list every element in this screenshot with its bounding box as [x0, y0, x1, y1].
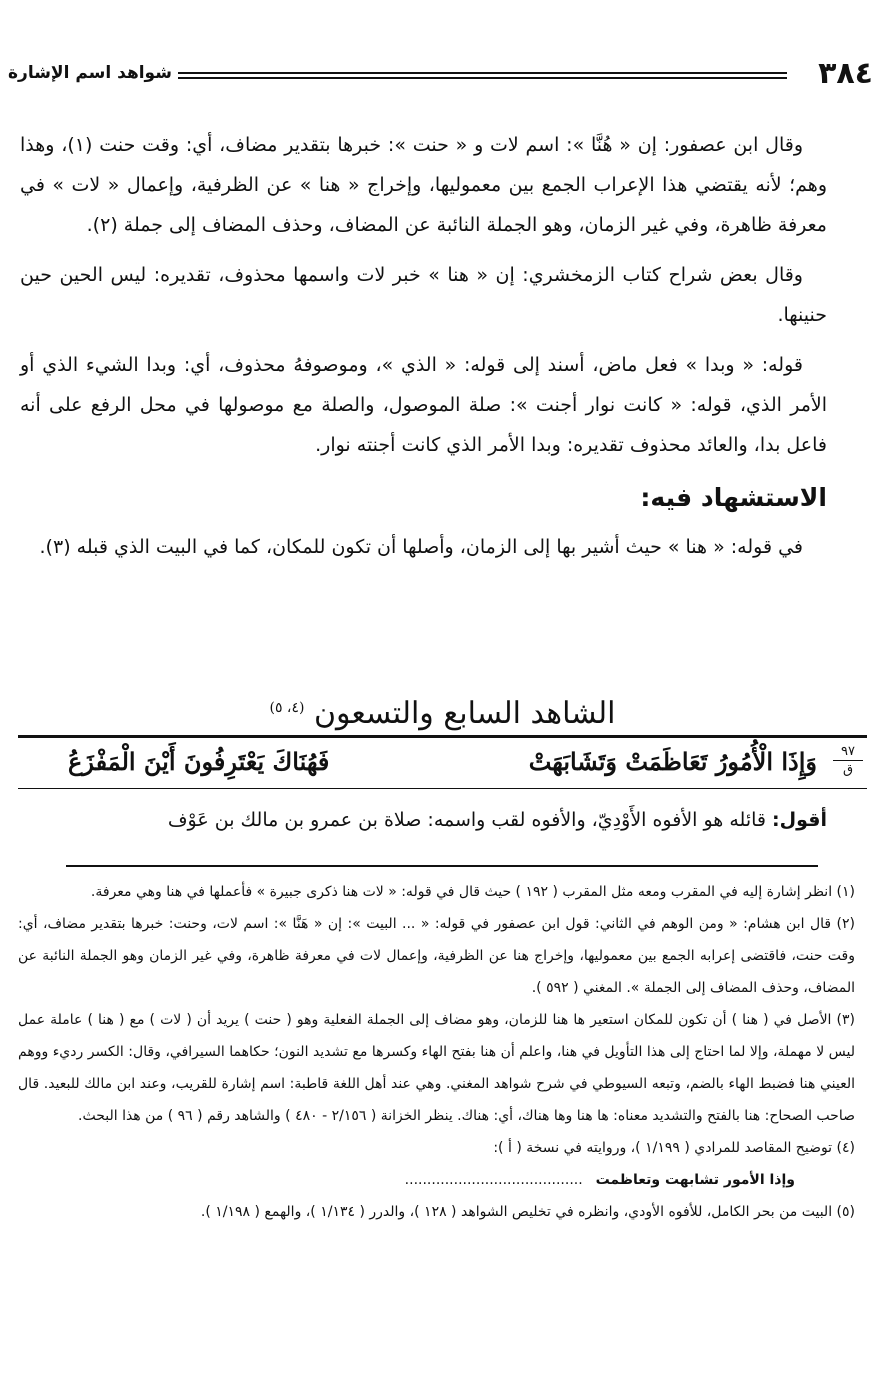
verse-number — [833, 744, 863, 777]
witness-title-refs: (٤، ٥) — [269, 700, 305, 716]
footnote-separator — [66, 865, 818, 867]
running-title: شواهد اسم الإشارة — [8, 63, 172, 83]
verse-number-letter: ق — [842, 762, 854, 777]
header-rule-double — [178, 77, 787, 79]
footnote-3: (٣) الأصل في ( هنا ) أن تكون للمكان استعير ها هنا للزمان، وهو مضاف إلى الجملة الفعلية وهو ( حنت ) يريد أن ( لات ) مع ( هنا ) عاملة عمل ليس لا مهملة، وإلا لما احتاج إلى هذا التأويل في هنا، واعلم أن هنا بفتح الهاء وكسرها مع تشديد النون؛ حكاهما السيرافي، وقال: الكسر رديء ووهم العيني هنا فضبط الهاء بالضم، وتبعه السيوطي في شرح شواهد المغني. وهي عند أهل اللغة قاطبة: اسم إشارة للقريب، وعند ابن مالك للبعيد. قال صاحب الصحاح: هنا بالفتح والتشديد معناه: ها هنا وها هناك، أي: هناك. ينظر الخزانة ( ٢/١٥٦ - ٤٨٠ ) والشاهد رقم ( ٩٦ ) من هذا البحث. — [18, 1012, 855, 1124]
footnote-verse-dots: ........................................ — [404, 1172, 583, 1188]
paragraph-zamakhshari: وقال بعض شراح كتاب الزمخشري: إن « هنا » خبر لات واسمها محذوف، تقديره: ليس الحين حين حنينها. — [20, 264, 827, 326]
aqulu-text: قائله هو الأفوه الأَوْدِيّ، والأفوه لقب واسمه: صلاة بن عمرو بن مالك بن عَوْف — [167, 809, 766, 831]
footnote-1: (١) انظر إشارة إليه في المقرب ومعه مثل المقرب ( ١٩٢ ) حيث قال في قوله: « لات هنا ذكرى جبيرة » فأعملها في هنا وهي معرفة. — [90, 884, 855, 900]
footnote-5: (٥) البيت من بحر الكامل، للأفوه الأودي، وانظره في تخليص الشواهد ( ١٢٨ )، والدرر ( ١/١٣٤ )، والهمع ( ١/١٩٨ ). — [200, 1204, 855, 1220]
page-number: ٣٨٤ — [818, 56, 873, 91]
page-header — [8, 52, 873, 96]
verse-number-value: ٩٧ — [841, 744, 855, 759]
paragraph-istishhad: في قوله: « هنا » حيث أشير بها إلى الزمان، وأصلها أن تكون للمكان، كما في البيت الذي قبله (٣). — [39, 536, 803, 558]
aqulu-label: أقول: — [772, 809, 827, 831]
verse-number-bar — [833, 760, 863, 761]
verse-hemistich-first: وَإِذَا الْأُمُورُ تَعَاظَمَتْ وَتَشَابَهَتْ — [528, 747, 817, 776]
footnotes — [18, 876, 855, 1228]
main-text — [20, 125, 827, 577]
paragraph-wa-bada: قوله: « وبدا » فعل ماض، أسند إلى قوله: « الذي »، وموصوفهُ محذوف، أي: وبدا الشيء الذي أو الأمر الذي، قوله: « كانت نوار أجنت »: صلة الموصول، والصلة مع موصولها في محل الرفع على أنه فاعل بدا، والعائد محذوف تقديره: وبدا الأمر الذي كانت أجنته نوار. — [20, 354, 827, 456]
aqulu-paragraph — [20, 800, 827, 840]
paragraph-ibn-usfur: وقال ابن عصفور: إن « هُنَّا »: اسم لات و « حنت »: خبرها بتقدير مضاف، أي: وقت حنت (١)، وهذا وهم؛ لأنه يقتضي هذا الإعراب الجمع بين معموليها، وإخراج « هنا » عن الظرفية، وإعمال « لات » في معرفة ظاهرة، وفي غير الزمان، وهو الجملة النائبة عن المضاف، وحذف المضاف إلى جملة (٢). — [20, 134, 827, 236]
footnote-4: (٤) توضيح المقاصد للمرادي ( ١/١٩٩ )، وروايته في نسخة ( أ ): — [493, 1140, 855, 1156]
verse-box — [18, 735, 867, 789]
section-heading: الاستشهاد فيه: — [640, 483, 827, 512]
witness-title — [0, 684, 885, 738]
verse-hemistich-second: فَهُنَاكَ يَعْتَرِفُونَ أَيْنَ الْمَفْزَعُ — [68, 747, 330, 776]
footnote-verse-text: وإذا الأمور تشابهت وتعاظمت — [595, 1172, 795, 1188]
header-rule — [178, 72, 787, 74]
footnote-2: (٢) قال ابن هشام: « ومن الوهم في الثاني: قول ابن عصفور في قوله: « ... البيت »: إن « هَنَّا »: اسم لات، وحنت: خبرها بتقدير مضاف، أي: وقت حنت، فاقتضى إعرابه الجمع بين معموليها، وإخراج هنا عن الظرفية، وإعمال لات في معرفة ظاهرة، وفي غير الزمان وهو الجملة النائبة عن المضاف، وحذف المضاف إلى الجملة ». المغني ( ٥٩٢ ). — [18, 916, 855, 996]
footnote-verse — [18, 1164, 855, 1196]
witness-title-text: الشاهد السابع والتسعون — [314, 696, 616, 731]
